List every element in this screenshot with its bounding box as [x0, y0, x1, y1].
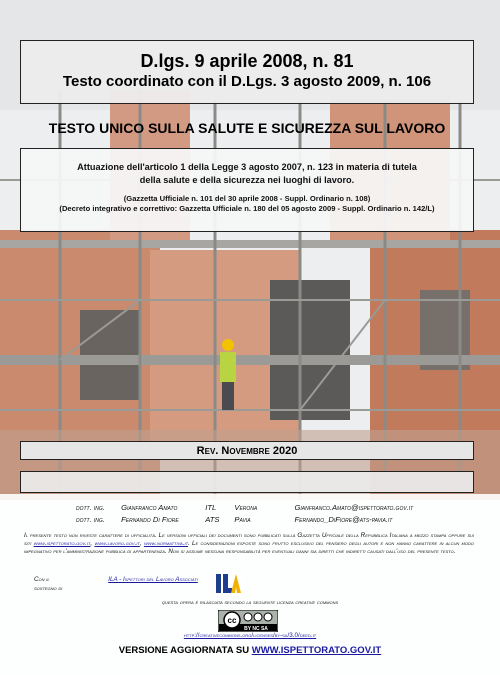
- author-org: ITL: [205, 503, 217, 512]
- license-link[interactable]: http://creativecommons.org/licenses/by-sa/3.0/deed.it: [183, 632, 317, 639]
- footer: [0, 645, 500, 656]
- document-title: D.lgs. 9 aprile 2008, n. 81: [140, 51, 354, 71]
- disclaimer-part-2: . Le considerazioni esposte sono frutto esclusivo del pensiero degli autori e non hanno carattere in alcun modo impegnativo per l'amministrazione pubblica di appartenenza. Non si assume nessuna responsabilità per eventuali danni sia diretti che indiretti causati dall'uso del presente testo.: [24, 540, 474, 556]
- section-heading: TESTO UNICO SULLA SALUTE E SICUREZZA SUL LAVORO: [48, 120, 446, 136]
- description-box: [20, 148, 474, 232]
- separator: ,: [139, 540, 142, 548]
- author-city: Verona: [234, 503, 258, 512]
- link-lavoro[interactable]: www.lavoro.gov.it: [94, 540, 140, 548]
- gazette-reference-1: (Gazzetta Ufficiale n. 101 del 30 aprile 2008 - Suppl. Ordinario n. 108): [123, 194, 371, 203]
- author-role: dott. ing.: [76, 503, 105, 512]
- cc-badge-sub: BY NC SA: [244, 626, 268, 632]
- link-ispettorato[interactable]: www.ispettorato.gov.it: [33, 540, 91, 548]
- author-name: Gianfranco Amato: [121, 503, 178, 512]
- footer-label: VERSIONE AGGIORNATA SU: [118, 645, 250, 656]
- separator: ,: [90, 540, 93, 548]
- title-box: [20, 40, 474, 104]
- author-city: Pavia: [234, 515, 251, 524]
- description-line-1: Attuazione dell'articolo 1 della Legge 3 agosto 2007, n. 123 in materia di tutela: [77, 162, 417, 172]
- support-label: Con il sostegno di: [34, 576, 63, 592]
- revision-box: [20, 441, 474, 460]
- revision-label: Rev. Novembre 2020: [196, 445, 298, 457]
- description-line-2: della salute e della sicurezza nei luoghi di lavoro.: [139, 175, 355, 185]
- disclaimer-text: [24, 532, 474, 557]
- ila-logo-icon[interactable]: [214, 571, 242, 595]
- author-email[interactable]: Fernando_DiFiore@ats-pavia.it: [294, 515, 393, 524]
- footer-link[interactable]: WWW.ISPETTORATO.GOV.IT: [251, 645, 382, 656]
- cc-badge-text: cc: [227, 616, 237, 625]
- author-email[interactable]: Gianfranco.Amato@ispettorato.gov.it: [294, 503, 414, 512]
- creative-commons-icon[interactable]: [218, 610, 278, 632]
- link-normattiva[interactable]: www.normattiva.it: [143, 540, 189, 548]
- authors-list: [76, 502, 413, 526]
- author-row: [76, 502, 413, 514]
- disclaimer-part-1: Il presente testo non riveste carattere di ufficialità. Le versioni ufficiali dei documenti sono pubblicati sulla Gazzetta Ufficiale della Repubblica Italiana a mezzo stampa oppure sui siti: [24, 532, 474, 548]
- author-row: [76, 514, 413, 526]
- gazette-reference-2: (Decreto integrativo e correttivo: Gazzetta Ufficiale n. 180 del 05 agosto 2009 - Suppl. Ordinario n. 142/L): [59, 204, 435, 213]
- author-role: dott. ing.: [76, 515, 105, 524]
- author-org: ATS: [205, 515, 220, 524]
- document-subtitle: Testo coordinato con il D.Lgs. 3 agosto 2009, n. 106: [62, 73, 432, 90]
- blank-box: [20, 471, 474, 493]
- license-text: questa opera è rilasciata secondo la seguente licenza creative commons: [161, 599, 339, 606]
- ila-link[interactable]: ILA - Ispettori del Lavoro Associati: [108, 576, 198, 583]
- author-name: Fernando Di Fiore: [121, 515, 179, 524]
